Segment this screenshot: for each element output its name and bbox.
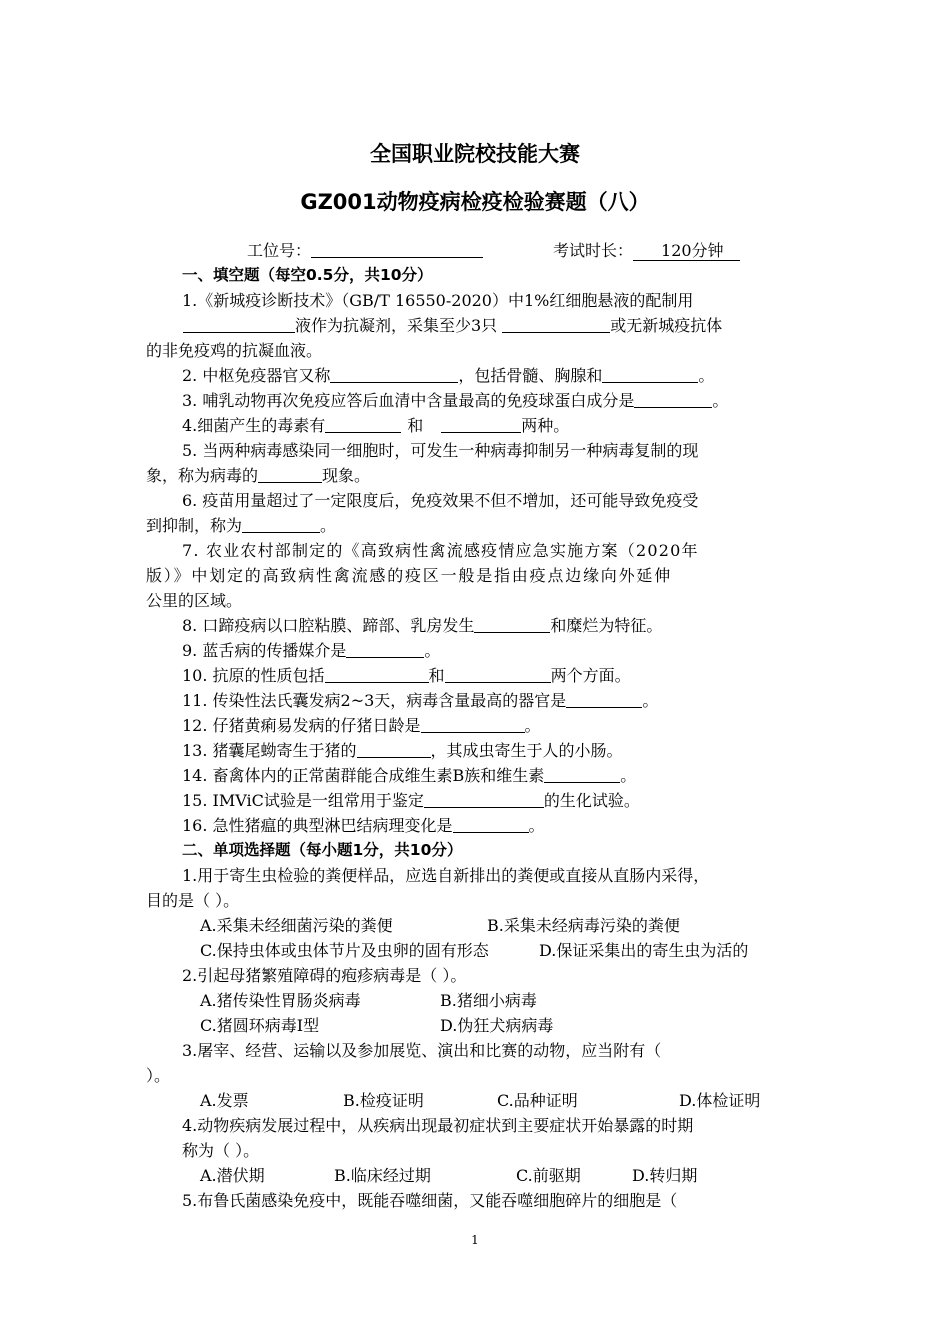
- option[interactable]: C.品种证明: [497, 1091, 578, 1110]
- question-line: 5. 当两种病毒感染同一细胞时，可发生一种病毒抑制另一种病毒复制的现: [182, 441, 699, 460]
- answer-blank[interactable]: [357, 741, 431, 758]
- question-line: 称为（ ）。: [182, 1141, 260, 1160]
- option[interactable]: A.发票: [200, 1091, 249, 1110]
- answer-blank[interactable]: [421, 716, 525, 733]
- question-line: 14. 畜禽体内的正常菌群能合成维生素B族和维生素 。: [182, 766, 637, 785]
- question-line: 5.布鲁氏菌感染免疫中，既能吞噬细菌，又能吞噬细胞碎片的细胞是（: [182, 1191, 678, 1210]
- option[interactable]: D.转归期: [632, 1166, 698, 1185]
- answer-blank[interactable]: [258, 466, 322, 483]
- question-line: 8. 口蹄疫病以口腔粘膜、蹄部、乳房发生 和糜烂为特征。: [182, 616, 663, 635]
- question-line: 到抑制，称为 。: [146, 516, 337, 535]
- answer-blank[interactable]: [544, 766, 620, 783]
- option[interactable]: B.采集未经病毒污染的粪便: [487, 916, 680, 935]
- section-fill-heading: 一、填空题（每空0.5分，共10分）: [182, 266, 433, 284]
- question-line: 2. 中枢免疫器官又称 ，包括骨髓、胸腺和 。: [182, 366, 715, 385]
- question-line: 1.用于寄生虫检验的粪便样品，应选自新排出的粪便或直接从直肠内采得，: [182, 866, 710, 885]
- option[interactable]: A.猪传染性胃肠炎病毒: [200, 991, 361, 1010]
- option[interactable]: B.猪细小病毒: [440, 991, 537, 1010]
- page-subtitle: GZ001动物疫病检疫检验赛题（八）: [300, 190, 650, 214]
- option[interactable]: C.前驱期: [516, 1166, 581, 1185]
- page-title: 全国职业院校技能大赛: [370, 142, 580, 166]
- option[interactable]: D.保证采集出的寄生虫为活的: [539, 941, 749, 960]
- answer-blank[interactable]: [474, 616, 550, 633]
- answer-blank[interactable]: [325, 416, 401, 433]
- answer-blank[interactable]: [453, 816, 529, 833]
- answer-blank[interactable]: [441, 416, 521, 433]
- station-label: 工位号：: [247, 241, 312, 260]
- option[interactable]: A.潜伏期: [200, 1166, 265, 1185]
- question-line: 版）》中划定的高致病性禽流感的疫区一般是指由疫点边缘向外延伸: [146, 566, 673, 585]
- question-line: 4.动物疾病发展过程中，从疾病出现最初症状到主要症状开始暴露的时期: [182, 1116, 694, 1135]
- question-line: 1.《新城疫诊断技术》（GB/T 16550-2020）中1%红细胞悬液的配制用: [182, 291, 694, 310]
- answer-blank[interactable]: [183, 316, 295, 333]
- option[interactable]: D.伪狂犬病病毒: [440, 1016, 554, 1035]
- question-line: 9. 蓝舌病的传播媒介是 。: [182, 641, 441, 660]
- question-line: 13. 猪囊尾蚴寄生于猪的 ，其成虫寄生于人的小肠。: [182, 741, 623, 760]
- option[interactable]: A.采集未经细菌污染的粪便: [200, 916, 393, 935]
- question-line: 的非免疫鸡的抗凝血液。: [146, 341, 323, 360]
- option[interactable]: B.检疫证明: [343, 1091, 424, 1110]
- station-field: [247, 238, 483, 261]
- question-line: 3. 哺乳动物再次免疫应答后血清中含量最高的免疫球蛋白成分是 。: [182, 391, 729, 410]
- question-line: 12. 仔猪黄痢易发病的仔猪日龄是 。: [182, 716, 541, 735]
- question-line: 液作为抗凝剂，采集至少3只 或无新城疫抗体: [183, 316, 722, 336]
- question-line: 6. 疫苗用量超过了一定限度后，免疫效果不但不增加，还可能导致免疫受: [182, 491, 699, 510]
- question-line: ）。: [146, 1066, 171, 1085]
- question-line: 公里的区域。: [146, 591, 243, 610]
- question-line: 11. 传染性法氏囊发病2~3天，病毒含量最高的器官是 。: [182, 691, 659, 710]
- answer-blank[interactable]: [346, 641, 424, 658]
- answer-blank[interactable]: [502, 316, 610, 333]
- question-line: 16. 急性猪瘟的典型淋巴结病理变化是 。: [182, 816, 545, 835]
- section-choice-heading: 二、单项选择题（每小题1分，共10分）: [182, 841, 463, 859]
- answer-blank[interactable]: [330, 366, 458, 383]
- page-number: 1: [471, 1233, 479, 1247]
- time-value: 120分钟: [633, 241, 740, 261]
- question-line: 目的是（ ）。: [146, 891, 240, 910]
- time-label: 考试时长：: [553, 241, 634, 260]
- option[interactable]: B.临床经过期: [334, 1166, 431, 1185]
- question-line: 象，称为病毒的 现象。: [146, 466, 371, 485]
- answer-blank[interactable]: [602, 366, 698, 383]
- question-line: 15. IMViC试验是一组常用于鉴定 的生化试验。: [182, 791, 640, 810]
- question-line: 7. 农业农村部制定的《高致病性禽流感疫情应急实施方案（2020年: [182, 541, 699, 560]
- option[interactable]: C.猪圆环病毒Ⅰ型: [200, 1016, 320, 1035]
- option[interactable]: D.体检证明: [679, 1091, 761, 1110]
- answer-blank[interactable]: [325, 666, 429, 683]
- answer-blank[interactable]: [242, 516, 320, 533]
- answer-blank[interactable]: [566, 691, 642, 708]
- answer-blank[interactable]: [634, 391, 712, 408]
- answer-blank[interactable]: [424, 791, 544, 808]
- station-blank[interactable]: [311, 241, 483, 258]
- question-line: 3.屠宰、经营、运输以及参加展览、演出和比赛的动物，应当附有（: [182, 1041, 662, 1060]
- exam-duration: [553, 238, 740, 261]
- question-line: 2.引起母猪繁殖障碍的疱疹病毒是（ ）。: [182, 966, 467, 985]
- question-line: 10. 抗原的性质包括 和 两个方面。: [182, 666, 631, 685]
- question-line: 4.细菌产生的毒素有 和 两种。: [182, 416, 570, 435]
- option[interactable]: C.保持虫体或虫体节片及虫卵的固有形态: [200, 941, 489, 960]
- answer-blank[interactable]: [445, 666, 551, 683]
